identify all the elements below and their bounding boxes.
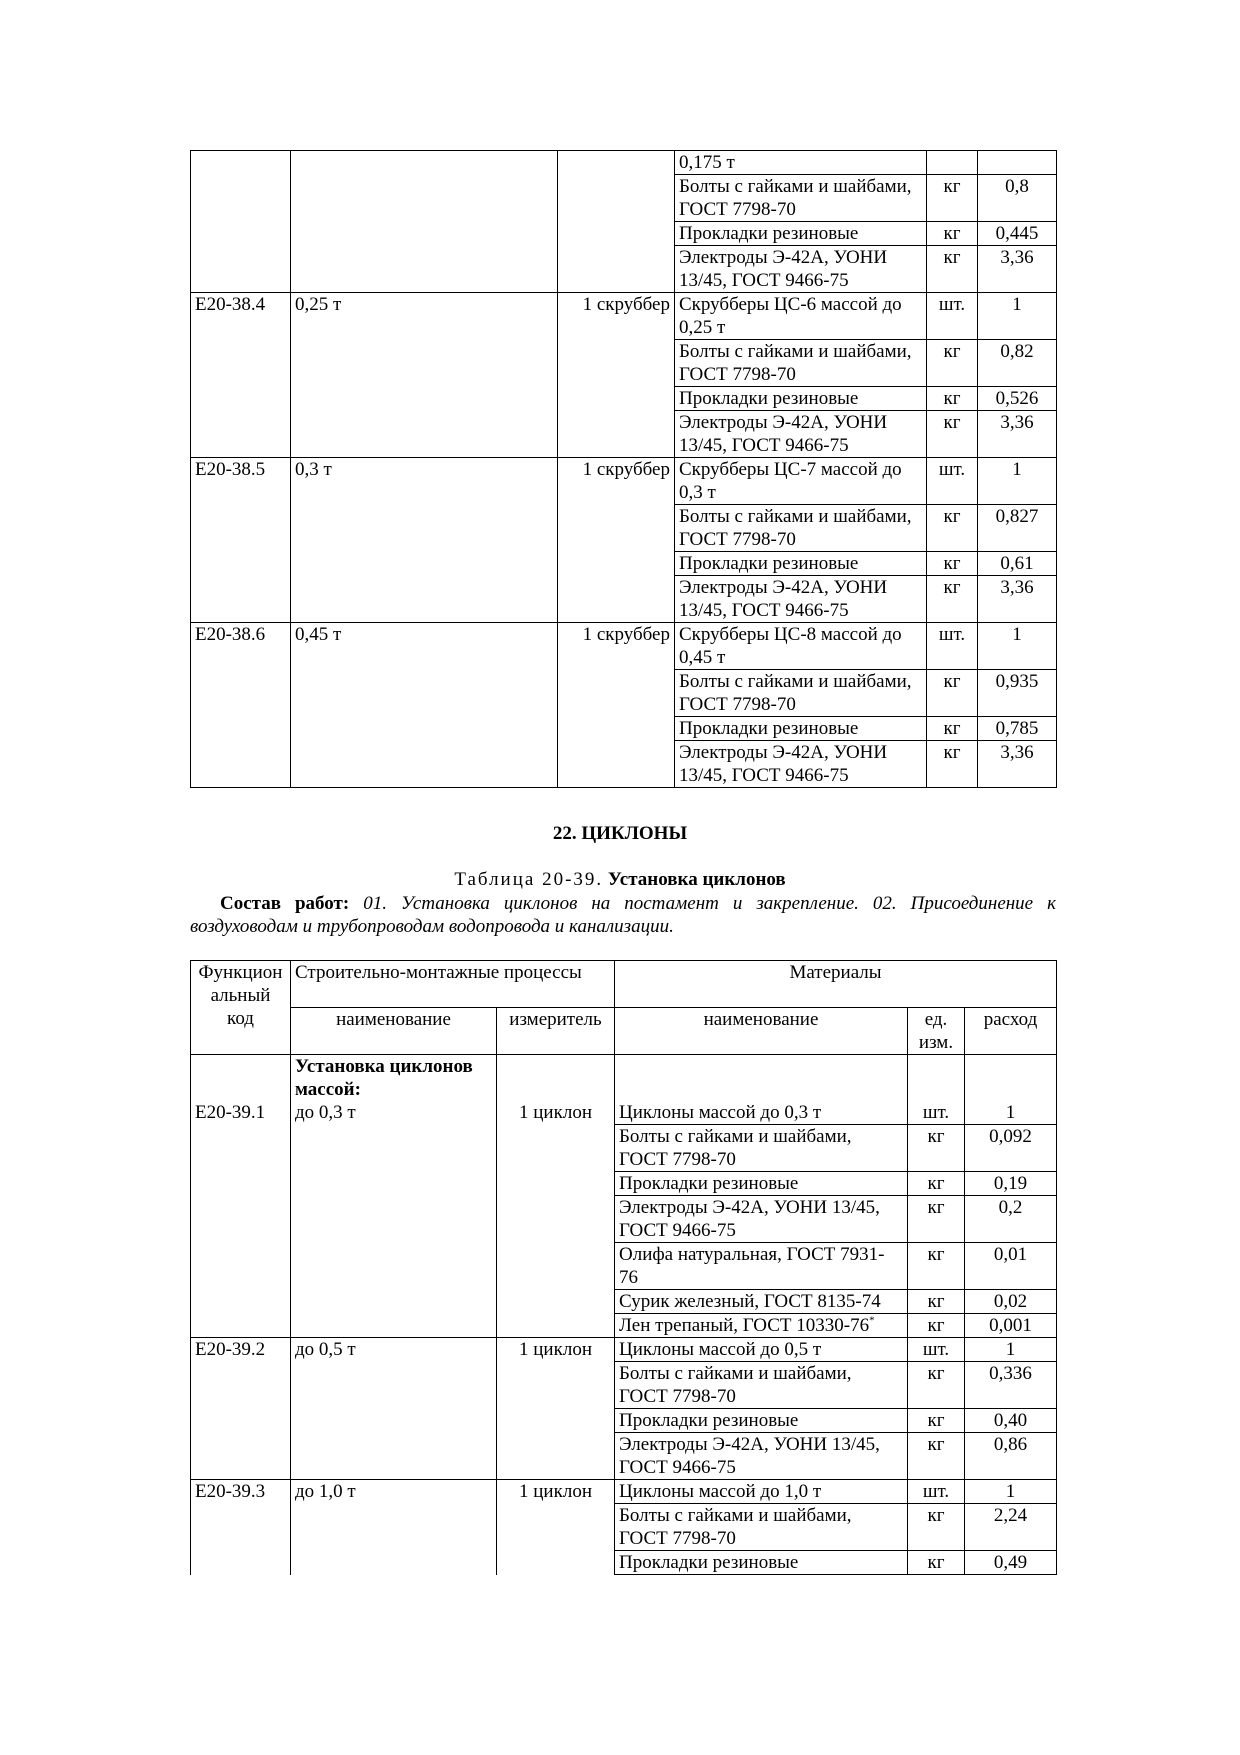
unit-cell [927, 151, 978, 175]
table-row [191, 458, 1057, 505]
header-func-code: Функцион альный код [191, 961, 291, 1055]
unit-cell: кг [927, 670, 978, 717]
header-mat-name: наименование [615, 1008, 908, 1055]
material-name-cell: Болты с гайками и шайбами, ГОСТ 7798-70 [675, 670, 927, 717]
material-name-cell: Электроды Э-42А, УОНИ 13/45, ГОСТ 9466-75 [675, 741, 927, 788]
material-name-cell: Электроды Э-42А, УОНИ 13/45, ГОСТ 9466-75 [615, 1433, 908, 1480]
unit-cell: кг [927, 576, 978, 623]
unit-cell: кг [908, 1125, 965, 1172]
unit-cell: кг [927, 741, 978, 788]
qty-cell: 0,526 [978, 387, 1057, 411]
table-row [191, 293, 1057, 340]
resources-table-continuation [190, 150, 1057, 788]
table-row [191, 1338, 1057, 1362]
qty-cell: 0,445 [978, 222, 1057, 246]
unit-cell: кг [927, 411, 978, 458]
unit-cell: кг [908, 1196, 965, 1243]
material-name-cell: Болты с гайками и шайбами, ГОСТ 7798-70 [675, 175, 927, 222]
qty-cell [978, 151, 1057, 175]
material-name-cell: Прокладки резиновые [675, 387, 927, 411]
material-name-cell: Прокладки резиновые [675, 717, 927, 741]
material-name-cell: Олифа натуральная, ГОСТ 7931-76 [615, 1243, 908, 1290]
material-name-cell: Скрубберы ЦС-7 массой до 0,3 т [675, 458, 927, 505]
unit-cell: кг [927, 246, 978, 293]
qty-cell: 0,2 [965, 1196, 1057, 1243]
table-title: Установка циклонов [607, 869, 786, 890]
unit-cell [908, 1055, 965, 1102]
unit-cell: кг [927, 717, 978, 741]
qty-cell: 2,24 [965, 1504, 1057, 1551]
header-processes: Строительно-монтажные процессы [291, 961, 615, 1008]
meter-cell: 1 циклон [497, 1338, 615, 1480]
func-code-cell: Е20-39.1 [191, 1101, 291, 1338]
material-name-cell: Скрубберы ЦС-8 массой до 0,45 т [675, 623, 927, 670]
qty-cell: 0,092 [965, 1125, 1057, 1172]
qty-cell: 3,36 [978, 741, 1057, 788]
header-proc-name: наименование [291, 1008, 497, 1055]
qty-cell: 1 [978, 293, 1057, 340]
work-composition [190, 892, 1056, 938]
unit-cell: кг [927, 552, 978, 576]
unit-cell: шт. [927, 458, 978, 505]
process-name-cell: 0,3 т [291, 458, 558, 623]
unit-cell: кг [908, 1172, 965, 1196]
unit-cell: кг [927, 175, 978, 222]
process-name-cell: до 1,0 т [291, 1480, 497, 1575]
material-name-text: Лен трепаный, ГОСТ 10330-76 [619, 1315, 870, 1336]
qty-cell [965, 1055, 1057, 1102]
header-mat-unit: ед. изм. [908, 1008, 965, 1055]
meter-cell: 1 циклон [497, 1480, 615, 1575]
meter-cell: 1 скруббер [558, 623, 675, 788]
qty-cell: 0,82 [978, 340, 1057, 387]
work-composition-text: 01. Установка циклонов на постамент и закрепление. 02. Присоединение к воздуховодам и трубопроводам водопровода и канализации. [190, 893, 1057, 937]
group-heading-row [191, 1055, 1057, 1102]
table-number: Таблица 20-39. [454, 869, 604, 890]
unit-cell: шт. [908, 1338, 965, 1362]
material-name-cell: Болты с гайками и шайбами, ГОСТ 7798-70 [675, 340, 927, 387]
material-name-cell: Болты с гайками и шайбами, ГОСТ 7798-70 [675, 505, 927, 552]
material-name-cell: Прокладки резиновые [615, 1172, 908, 1196]
material-name-cell: Прокладки резиновые [675, 222, 927, 246]
func-code-cell: Е20-38.6 [191, 623, 291, 788]
material-name-cell: Циклоны массой до 0,5 т [615, 1338, 908, 1362]
func-code-cell: Е20-38.4 [191, 293, 291, 458]
material-name-cell: Болты с гайками и шайбами, ГОСТ 7798-70 [615, 1125, 908, 1172]
qty-cell: 0,01 [965, 1243, 1057, 1290]
meter-cell: 1 циклон [497, 1101, 615, 1338]
qty-cell: 0,40 [965, 1409, 1057, 1433]
unit-cell: шт. [927, 623, 978, 670]
table2-body [191, 961, 1057, 1575]
qty-cell: 0,49 [965, 1551, 1057, 1575]
header-row [191, 961, 1057, 1008]
func-code-cell: Е20-39.2 [191, 1338, 291, 1480]
material-name-cell: Прокладки резиновые [675, 552, 927, 576]
process-name-cell: 0,45 т [291, 623, 558, 788]
table-caption [0, 868, 1240, 891]
unit-cell: кг [927, 505, 978, 552]
qty-cell: 0,8 [978, 175, 1057, 222]
table-row [191, 1101, 1057, 1125]
qty-cell: 1 [978, 623, 1057, 670]
header-proc-meter: измеритель [497, 1008, 615, 1055]
unit-cell: шт. [927, 293, 978, 340]
unit-cell: кг [908, 1409, 965, 1433]
material-name-cell: Электроды Э-42А, УОНИ 13/45, ГОСТ 9466-75 [675, 411, 927, 458]
table-row [191, 151, 1057, 175]
material-name-cell: Циклоны массой до 0,3 т [615, 1101, 908, 1125]
qty-cell: 0,336 [965, 1362, 1057, 1409]
unit-cell: кг [908, 1551, 965, 1575]
meter-cell: 1 скруббер [558, 458, 675, 623]
group-heading: Установка циклонов массой: [291, 1055, 497, 1102]
material-name-cell: Прокладки резиновые [615, 1409, 908, 1433]
table-row [191, 1480, 1057, 1504]
func-code-cell: Е20-38.5 [191, 458, 291, 623]
header-row [191, 1008, 1057, 1055]
material-name-cell: Сурик железный, ГОСТ 8135-74 [615, 1290, 908, 1314]
qty-cell: 0,785 [978, 717, 1057, 741]
process-name-cell [291, 151, 558, 293]
func-code-cell [191, 1055, 291, 1102]
qty-cell: 3,36 [978, 246, 1057, 293]
unit-cell: кг [908, 1433, 965, 1480]
material-name-cell: 0,175 т [675, 151, 927, 175]
material-name-cell: Циклоны массой до 1,0 т [615, 1480, 908, 1504]
unit-cell: кг [927, 222, 978, 246]
header-materials: Материалы [615, 961, 1057, 1008]
material-name-cell [615, 1314, 908, 1338]
qty-cell: 1 [978, 458, 1057, 505]
unit-cell: кг [908, 1243, 965, 1290]
unit-cell: кг [908, 1314, 965, 1338]
section-title: 22. ЦИКЛОНЫ [552, 823, 688, 844]
material-name-cell: Электроды Э-42А, УОНИ 13/45, ГОСТ 9466-75 [675, 576, 927, 623]
qty-cell: 0,19 [965, 1172, 1057, 1196]
table1-body [191, 151, 1057, 788]
meter-cell [558, 151, 675, 293]
material-name-cell [615, 1055, 908, 1102]
meter-cell [497, 1055, 615, 1102]
unit-cell: кг [927, 387, 978, 411]
qty-cell: 0,61 [978, 552, 1057, 576]
table-row [191, 623, 1057, 670]
qty-cell: 0,827 [978, 505, 1057, 552]
footnote-mark: * [869, 1314, 875, 1327]
qty-cell: 3,36 [978, 576, 1057, 623]
qty-cell: 1 [965, 1101, 1057, 1125]
meter-cell: 1 скруббер [558, 293, 675, 458]
material-name-cell: Электроды Э-42А, УОНИ 13/45, ГОСТ 9466-75 [675, 246, 927, 293]
work-composition-label: Состав работ: [220, 893, 350, 914]
material-name-cell: Болты с гайками и шайбами, ГОСТ 7798-70 [615, 1362, 908, 1409]
process-name-cell: до 0,3 т [291, 1101, 497, 1338]
header-mat-qty: расход [965, 1008, 1057, 1055]
unit-cell: шт. [908, 1480, 965, 1504]
process-name-cell: 0,25 т [291, 293, 558, 458]
qty-cell: 0,02 [965, 1290, 1057, 1314]
material-name-cell: Скрубберы ЦС-6 массой до 0,25 т [675, 293, 927, 340]
qty-cell: 1 [965, 1480, 1057, 1504]
material-name-cell: Болты с гайками и шайбами, ГОСТ 7798-70 [615, 1504, 908, 1551]
cyclones-resources-table [190, 960, 1057, 1575]
func-code-cell [191, 151, 291, 293]
qty-cell: 1 [965, 1338, 1057, 1362]
unit-cell: кг [927, 340, 978, 387]
unit-cell: шт. [908, 1101, 965, 1125]
qty-cell: 3,36 [978, 411, 1057, 458]
func-code-cell: Е20-39.3 [191, 1480, 291, 1575]
material-name-cell: Прокладки резиновые [615, 1551, 908, 1575]
qty-cell: 0,86 [965, 1433, 1057, 1480]
unit-cell: кг [908, 1362, 965, 1409]
qty-cell: 0,001 [965, 1314, 1057, 1338]
unit-cell: кг [908, 1504, 965, 1551]
unit-cell: кг [908, 1290, 965, 1314]
material-name-cell: Электроды Э-42А, УОНИ 13/45, ГОСТ 9466-75 [615, 1196, 908, 1243]
qty-cell: 0,935 [978, 670, 1057, 717]
process-name-cell: до 0,5 т [291, 1338, 497, 1480]
